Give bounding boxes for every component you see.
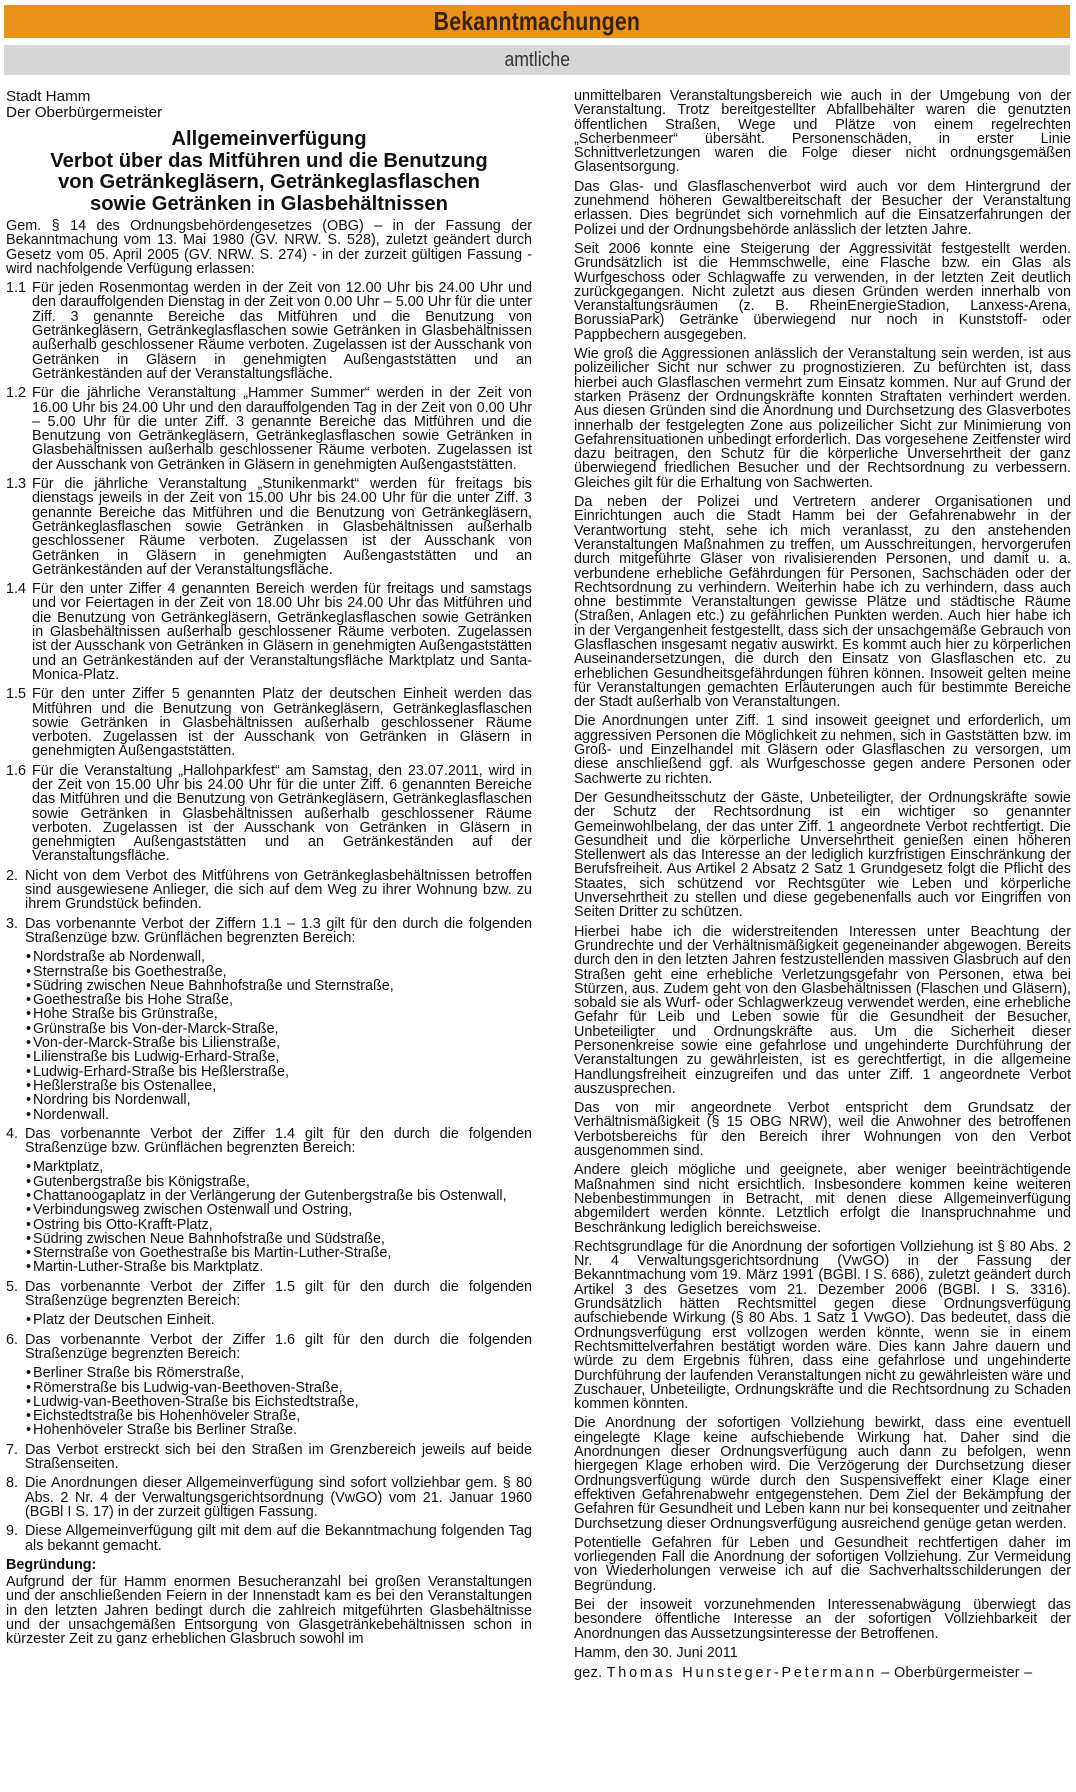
street-list-5: [26, 1313, 532, 1327]
item-number: 3.: [6, 915, 19, 932]
street-list-item: • Hohe Straße bis Grünstraße,: [26, 1007, 532, 1021]
item-text: Die Anordnungen dieser Allgemeinverfügung sind sofort vollziehbar gem. § 80 Abs. 2 Nr. 4 der Verwaltungsgerichtsordnung (VwGO) vom 21. Januar 1960 (BGBl I S. 17) in der zurzeit gültigen Fassung.: [25, 1475, 532, 1520]
street-list-item: • Ludwig-Erhard-Straße bis Heßlerstraße,: [26, 1065, 532, 1079]
sub-item-text: Für die jährliche Veranstaltung „Hammer Summer“ werden in der Zeit von 16.00 Uhr bis 24.00 Uhr und den darauffolgenden Tag in der Zeit von 0.00 Uhr – 5.00 Uhr für die unter Ziff. 3 genannte Bereiche das Mitführen und die Benutzung von Getränkegläsern, Getränkeglasflaschen sowie Getränken in Glasbehältnissen außerhalb geschlossener Räume verboten. Zugelassen ist der Ausschank von Getränken in Gläsern in genehmigten Außengaststätten.: [32, 385, 532, 473]
sub-item-text: Für den unter Ziffer 5 genannten Platz der deutschen Einheit werden das Mitführen und die Benutzung von Getränkegläsern, Getränkeglasflaschen sowie Getränken in Glasbehältnissen außerhalb geschlossener Räume verboten. Zugelassen ist der Ausschank von Getränken in Gläsern in genehmigten Außengaststätten.: [32, 686, 532, 760]
item-text: Das vorbenannte Verbot der Ziffer 1.6 gilt für den durch die folgenden Straßenzüge begrenzten Bereich:: [25, 1331, 532, 1362]
signature-name: Thomas Hunsteger-Petermann: [606, 1665, 878, 1682]
reasoning-paragraph: Andere gleich mögliche und geeignete, aber weniger beeinträchtigende Maßnahmen sind nicht ersichtlich. Insbesondere kommen keine weiteren Nebenbestimmungen in Betracht, mit denen diese Allgemeinverfügung abgemildert werden könnte. Letztlich erfolgt die Inanspruchnahme und Beschränkung lediglich bereichsweise.: [574, 1162, 1071, 1236]
subbar-label: amtliche: [503, 48, 570, 71]
item-text: Nicht von dem Verbot des Mitführens von Getränkeglasbehältnissen betroffen sind ausgewiesene Anlieger, die sich auf dem Weg zu ihrer Wohnung bzw. zu ihrem Grundstück befinden.: [25, 867, 532, 913]
section-subbar: [4, 45, 1070, 75]
street-list-3: [26, 950, 532, 1122]
street-list-4: [26, 1160, 532, 1274]
reasoning-paragraph: Da neben der Polizei und Vertretern anderer Organisationen und Einrichtungen auch die Stadt Hamm bei der Gefahrenabwehr in der Verantwortung steht, sehe ich mich veranlasst, zu den anstehenden Veranstaltungen Maßnahmen zu treffen, um Ausschreitungen, hervorgerufen durch mitgeführte Gläser von rivalisierenden Personen, und damit u. a. verbundene erhebliche Gefährdungen für Personen, Sachschäden oder der Rechtsordnung zu verhindern. Weiterhin habe ich zu verhindern, dass auch ohne bestimmte Veranstaltungen gewisse Plätze und städtische Räume (Straßen, Anlagen etc.) zu gefährlichen Punkten werden. Auch hier habe ich in der Vergangenheit festgestellt, dass sich der unsachgemäße Gebrauch von Glasflaschen insgesamt negativ auswirkt. Es kommt auch hier zu körperlichen Auseinandersetzungen, die durch den Einsatz von Glasflaschen etc. zu erheblichen Gesundheitsgefährdungen führen können. Insoweit gelten meine für Veranstaltungen gemachten Erläuterungen auch für bestimmte Bereiche der Stadt außerhalb von Veranstaltungen.: [574, 494, 1071, 711]
street-list-item: • Von-der-Marck-Straße bis Lilienstraße,: [26, 1036, 532, 1050]
item-5: [6, 1280, 532, 1309]
left-column: [6, 89, 532, 1785]
street-list-item: • Nordenwall.: [26, 1108, 532, 1122]
issuer: [6, 89, 532, 121]
reasoning-paragraph: Bei der insoweit vorzunehmenden Interessenabwägung überwiegt das besondere öffentliche Interesse an der sofortigen Vollziehbarkeit der Anordnungen das Aussetzungsinteresse der Betroffenen.: [574, 1596, 1071, 1642]
street-list-item: • Hohenhöveler Straße bis Berliner Straße.: [26, 1423, 532, 1437]
street-list-item: • Eichstedtstraße bis Hohenhöveler Straße,: [26, 1409, 532, 1423]
reasoning-paragraph: Potentielle Gefahren für Leben und Gesundheit rechtfertigen daher im vorliegenden Fall die Anordnung der sofortigen Vollziehung. Zur Vermeidung von Wiederholungen verweise ich auf die Sachverhaltsschilderungen der Begründung.: [574, 1534, 1071, 1594]
item-number: 9.: [6, 1523, 19, 1540]
reasoning-paragraph: Hierbei habe ich die widerstreitenden Interessen unter Beachtung der Grundrechte und der Verhältnismäßigkeit gegeneinander abgewogen. Bereits durch den in den letzten Jahren festzustellenden massiven Glasbruch auf den Straßen geht eine erhebliche Verletzungsgefahr von Personen, etwa bei Stürzen, aus. Zudem geht von den Glasbehältnissen (Flaschen und Gläsern), sobald sie als Wurf- oder Schlagwerkzeug verwendet werden, eine erhebliche Gefahr für Leib und Leben sowie für die Gesundheit der Besucher, Unbeteiligter und Ordnungskräfte aus. Um die Sicherheit dieser Personenkreise sowie eine gefahrlose und ungehinderte Durchführung der Veranstaltungen zu gewährleisten, ist es gerechtfertigt, in die allgemeine Handlungsfreiheit einzugreifen und das unter Ziff. 1 angeordnete Verbot auszusprechen.: [574, 923, 1071, 1097]
sub-item-text: Für die jährliche Veranstaltung „Stunikenmarkt“ werden für freitags bis dienstags jeweils in der Zeit von 15.00 Uhr bis 24.00 Uhr für die unter Ziff. 3 genannte Bereiche das Mitführen und die Benutzung von Getränkegläsern, Getränkeglasflaschen sowie Getränken in Glasbehältnissen außerhalb geschlossener Räume verboten. Zugelassen ist der Ausschank von Getränken in Gläsern in genehmigten Außengaststätten und an Getränkeständen auf der Veranstaltungsfläche.: [32, 476, 532, 578]
reasoning-paragraph: Die Anordnungen unter Ziff. 1 sind insoweit geeignet und erforderlich, um aggressiven Personen die Möglichkeit zu nehmen, sich in Gaststätten bzw. im Groß- und Einzelhandel mit Gläsern oder Glasflaschen zu versorgen, um diese anschließend ggf. als Wurfgeschosse gegen andere Personen oder Sachwerte zu richten.: [574, 713, 1071, 787]
street-list-item: • Nordring bis Nordenwall,: [26, 1093, 532, 1107]
item-number: 5.: [6, 1278, 19, 1295]
street-list-item: • Gutenbergstraße bis Königstraße,: [26, 1175, 532, 1189]
item-text: Das vorbenannte Verbot der Ziffer 1.5 gilt für den durch die folgenden Straßenzüge begrenzten Bereich:: [25, 1278, 532, 1310]
reasoning-paragraph: Das Glas- und Glasflaschenverbot wird auch vor dem Hintergrund der zunehmend höheren Gewaltbereitschaft der Besucher der Veranstaltung erlassen. Dies begründet sich vornehmlich auf die Einsatzerfahrungen der Polizei und der Ordnungsbehörde anlässlich der letzten Jahre.: [574, 178, 1071, 238]
street-list-item: • Ostring bis Otto-Krafft-Platz,: [26, 1218, 532, 1232]
item-2: [6, 869, 532, 912]
item-number: 4.: [6, 1125, 19, 1142]
street-list-item: • Chattanoogaplatz in der Verlängerung der Gutenbergstraße bis Ostenwall,: [26, 1189, 532, 1203]
item-9: [6, 1524, 532, 1553]
intro-paragraph: Gem. § 14 des Ordnungsbehördengesetzes (OBG) – in der Fassung der Bekanntmachung vom 13. Mai 1980 (GV. NRW. S. 528), zuletzt geändert durch Gesetz vom 05. April 2005 (GV. NRW. S. 274) - in der zurzeit gültigen Fassung - wird nachfolgende Verfügung erlassen:: [6, 218, 532, 277]
street-list-item: • Nordstraße ab Nordenwall,: [26, 950, 532, 964]
sub-item-text: Für die Veranstaltung „Hallohparkfest“ am Samstag, den 23.07.2011, wird in der Zeit von 15.00 Uhr bis 24.00 Uhr für die unter Ziff. 6 genannten Bereiche das Mitführen und die Benutzung von Getränkegläsern, Getränkeglasflaschen sowie Getränken in Glasbehältnissen außerhalb geschlossener Räume verboten. Zugelassen ist der Ausschank von Getränken in Gläsern in genehmigten Außengaststätten und an Getränkeständen auf der Veranstaltungsfläche.: [32, 762, 532, 865]
reasoning-paragraph-start: Aufgrund der für Hamm enormen Besucheranzahl bei großen Veranstaltungen und der anschließenden Feiern in der Innenstadt kam es bei den Veranstaltungen in den letzten Jahren bedingt durch die zahlreich mitgeführten Glasbehältnisse und der unsachgemäßen Entsorgung von Glasgetränkebehältnissen schon in kürzester Zeit zu ganz erheblichen Glasbruch sowohl im: [6, 1574, 532, 1648]
issuer-city: Stadt Hamm: [6, 89, 91, 105]
sub-item-text: Für den unter Ziffer 4 genannten Bereich werden für freitags und samstags und vor Feiertagen in der Zeit von 18.00 Uhr bis 24.00 Uhr das Mitführen und die Benutzung von Getränkegläsern, Getränkeglasflaschen sowie Getränken in Glasbehältnissen außerhalb geschlossener Räume verboten. Zugelassen ist der Ausschank von Getränken in Gläsern in genehmigten Außengaststätten und an Getränkeständen auf der Veranstaltungsfläche Marktplatz und Santa-Monica-Platz.: [32, 581, 532, 683]
street-list-item: • Sternstraße bis Goethestraße,: [26, 965, 532, 979]
reasoning-paragraphs: [574, 89, 1071, 1641]
sub-item-number: 1.3: [6, 476, 27, 493]
reasoning-paragraph: unmittelbaren Veranstaltungsbereich wie auch in der Umgebung von der Veranstaltung. Trotz bereitgestellter Abfallbehälter waren die genutzten öffentlichen Straßen, Wege und Plätze von einem regelrechten „Scherbenmeer“ übersäht. Personenschäden, in erster Linie Schnittverletzungen waren die Folge dieser nicht ordnungsgemäßen Glasentsorgung.: [574, 89, 1071, 176]
reasoning-paragraph: Das von mir angeordnete Verbot entspricht dem Grundsatz der Verhältnismäßigkeit (§ 15 OBG NRW), weil die Anwohner des betroffenen Verbotsbereichs für den Bereich ihrer Wohnungen von den Verbot ausgenommen sind.: [574, 1100, 1071, 1160]
street-list-item: • Martin-Luther-Straße bis Marktplatz.: [26, 1260, 532, 1274]
item-text: Das vorbenannte Verbot der Ziffern 1.1 – 1.3 gilt für den durch die folgenden Straßenzüge bzw. Grünflächen begrenzten Bereich:: [25, 915, 532, 946]
sub-item-text: Für jeden Rosenmontag werden in der Zeit von 12.00 Uhr bis 24.00 Uhr und den darauffolgenden Dienstag in der Zeit von 0.00 Uhr – 5.00 Uhr für die unter Ziff. 3 genannte Bereiche das Mitführen und die Benutzung von Getränkegläsern, Getränkeglasflaschen sowie Getränken in Glasbehältnissen außerhalb geschlossener Räume verboten. Zugelassen ist der Ausschank von Getränken in Gläsern in genehmigten Außengaststätten und an Getränkeständen auf der Veranstaltungsfläche.: [32, 280, 532, 382]
street-list-item: • Südring zwischen Neue Bahnhofstraße und Sternstraße,: [26, 979, 532, 993]
item-number: 6.: [6, 1331, 19, 1348]
decree-title: Allgemeinverfügung Verbot über das Mitführen und die Benutzung von Getränkegläsern, Getränkeglasflaschen sowie Getränken in Glasbehältnissen: [50, 128, 488, 215]
sub-item: [6, 477, 532, 577]
sub-item-number: 1.1: [6, 280, 27, 297]
street-list-item: • Römerstraße bis Ludwig-van-Beethoven-Straße,: [26, 1381, 532, 1395]
item-number: 7.: [6, 1441, 19, 1458]
reasoning-paragraph: Der Gesundheitsschutz der Gäste, Unbeteiligter, der Ordnungskräfte sowie der Schutz der Rechtsordnung ist ein wichtiger so genannter Gemeinwohlbelang, der das unter Ziff. 1 angeordnete Verbot rechtfertigt. Die Gesundheit und die körperliche Unversehrtheit genießen einen höheren Stellenwert als das Interesse an der lediglich kurzfristigen Einschränkung der Berufsfreiheit. Aus Artikel 2 Absatz 2 Satz 1 Grundgesetz folgt die Pflicht des Staates, sich schützend vor Rechtsgüter wie Leben und körperliche Unversehrtheit zu stellen und diese gegebenenfalls auch vor Eingriffen von Seiten Dritter zu schützen.: [574, 789, 1071, 921]
street-list-item: • Berliner Straße bis Römerstraße,: [26, 1366, 532, 1380]
sub-item-list: [6, 281, 532, 864]
sub-item-number: 1.6: [6, 762, 27, 779]
reasoning-paragraph: Wie groß die Aggressionen anlässlich der Veranstaltung sein werden, ist aus polizeilicher Sicht nur schwer zu prognostizieren. Zu befürchten ist, dass hierbei auch Glasflaschen vermehrt zum Einsatz kommen. Nur auf Grund der starken Präsenz der Ordnungskräfte konnten Straftaten verhindert werden. Aus diesen Gründen sind die Anordnung und Durchsetzung des Glasverbotes innerhalb der festgelegten Zone aus polizeilicher Sicht zur Minimierung von Gefahrensituationen unbedingt erforderlich. Das vorgesehene Zeitfenster wird dazu beitragen, den Schutz für die körperliche Unversehrtheit der ganz überwiegend friedlichen Besucher und der Rechtsordnung zu verbessern. Gleiches gilt für die Erhaltung von Sachwerten.: [574, 346, 1071, 491]
item-text: Das vorbenannte Verbot der Ziffer 1.4 gilt für den durch die folgenden Straßenzüge bzw. Grünflächen begrenzten Bereich:: [25, 1125, 532, 1157]
item-number: 8.: [6, 1475, 19, 1492]
item-number: 2.: [6, 867, 19, 884]
item-6: [6, 1333, 532, 1362]
item-8: [6, 1476, 532, 1519]
street-list-item: • Heßlerstraße bis Ostenallee,: [26, 1079, 532, 1093]
item-7: [6, 1443, 532, 1472]
street-list-item: • Grünstraße bis Von-der-Marck-Straße,: [26, 1022, 532, 1036]
signature-prefix: gez.: [574, 1665, 607, 1682]
street-list-item: • Platz der Deutschen Einheit.: [26, 1313, 532, 1327]
street-list-item: • Sternstraße von Goethestraße bis Martin-Luther-Straße,: [26, 1246, 532, 1260]
item-text: Diese Allgemeinverfügung gilt mit dem auf die Bekanntmachung folgenden Tag als bekannt gemacht.: [25, 1523, 532, 1554]
item-text: Das Verbot erstreckt sich bei den Straßen im Grenzbereich jeweils auf beide Straßenseiten.: [25, 1441, 532, 1473]
street-list-item: • Ludwig-van-Beethoven-Straße bis Eichstedtstraße,: [26, 1395, 532, 1409]
reasoning-paragraph: Die Anordnung der sofortigen Vollziehung bewirkt, dass eine eventuell eingelegte Klage keine aufschiebende Wirkung hat. Daher sind die Anordnungen dieser Ordnungsverfügung auch dann zu befolgen, wenn hiergegen Klage erhoben wird. Die Verzögerung der Durchsetzung dieser Ordnungsverfügung würde durch den Suspensiveffekt einer Klage einer effektiven Gefahrenabwehr entgegenstehen. Dem Ziel der Bekämpfung der Gefahren für Gesundheit und Leben kann nur bei konsequenter und zeitnaher Durchsetzung dieser Ordnungsverfügung ausreichend genüge getan werden.: [574, 1415, 1071, 1532]
banner-title: Bekanntmachungen: [433, 6, 641, 36]
issuer-office: Der Oberbürgermeister: [6, 104, 163, 121]
reasoning-paragraph: Rechtsgrundlage für die Anordnung der sofortigen Vollziehung ist § 80 Abs. 2 Nr. 4 Verwaltungsgerichtsordnung (VwGO) in der Fassung der Bekanntmachung vom 19. März 1991 (BGBl. I S. 686), zuletzt geändert durch Artikel 3 des Gesetzes vom 21. Dezember 2006 (BGBl. I S. 3316). Grundsätzlich hätten Rechtsmittel gegen diese Ordnungsverfügung aufschiebende Wirkung (§ 80 Abs. 1 Satz 1 VwGO). Das bedeutet, dass die Ordnungsverfügung erst vollzogen werden könnte, wenn sie in einem Rechtsmittelverfahren bestätigt worden wäre. Dies kann Jahre dauern und würde zu dem Ergebnis führen, dass eine gefahrlose und ungehinderte Durchführung der laufenden Veranstaltungen nicht zu gewährleisten wäre und Zuschauer, Unbeteiligte, Ordnungskräfte und die Rechtsordnung zu Schaden kommen könnten.: [574, 1238, 1071, 1413]
street-list-item: • Goethestraße bis Hohe Straße,: [26, 993, 532, 1007]
place-date: Hamm, den 30. Juni 2011: [574, 1644, 738, 1661]
sub-item: [6, 386, 532, 472]
right-column: [574, 89, 1071, 1785]
street-list-item: • Lilienstraße bis Ludwig-Erhard-Straße,: [26, 1050, 532, 1064]
item-4: [6, 1127, 532, 1156]
signature-suffix: – Oberbürgermeister –: [877, 1665, 1033, 1682]
sub-item-number: 1.4: [6, 581, 27, 598]
sub-item-number: 1.2: [6, 385, 27, 402]
sub-item: [6, 281, 532, 381]
street-list-item: • Südring zwischen Neue Bahnhofstraße und Südstraße,: [26, 1232, 532, 1246]
sub-item: [6, 764, 532, 864]
sub-item: [6, 687, 532, 758]
sub-item-number: 1.5: [6, 686, 27, 703]
street-list-6: [26, 1366, 532, 1437]
street-list-item: • Marktplatz,: [26, 1160, 532, 1174]
item-3: [6, 917, 532, 946]
street-list-item: • Verbindungsweg zwischen Ostenwall und Ostring,: [26, 1203, 532, 1217]
section-banner: [4, 5, 1070, 38]
reasoning-heading: Begründung:: [6, 1556, 97, 1573]
signature: [574, 1666, 1071, 1680]
sub-item: [6, 582, 532, 682]
reasoning-paragraph: Seit 2006 konnte eine Steigerung der Aggressivität festgestellt werden. Grundsätzlich ist die Hemmschwelle, eine Flasche bzw. ein Glas als Wurfgeschoss oder Schlagwaffe zu verwenden, in der letzten Zeit deutlich zurückgegangen. Nicht zuletzt aus diesen Gründen werden innerhalb von Veranstaltungsräumen (z. B. RheinEnergieStadion, Lanxess-Arena, BorussiaPark) Getränke überwiegend nur noch in Kunststoff- oder Pappbechern ausgegeben.: [574, 240, 1071, 343]
